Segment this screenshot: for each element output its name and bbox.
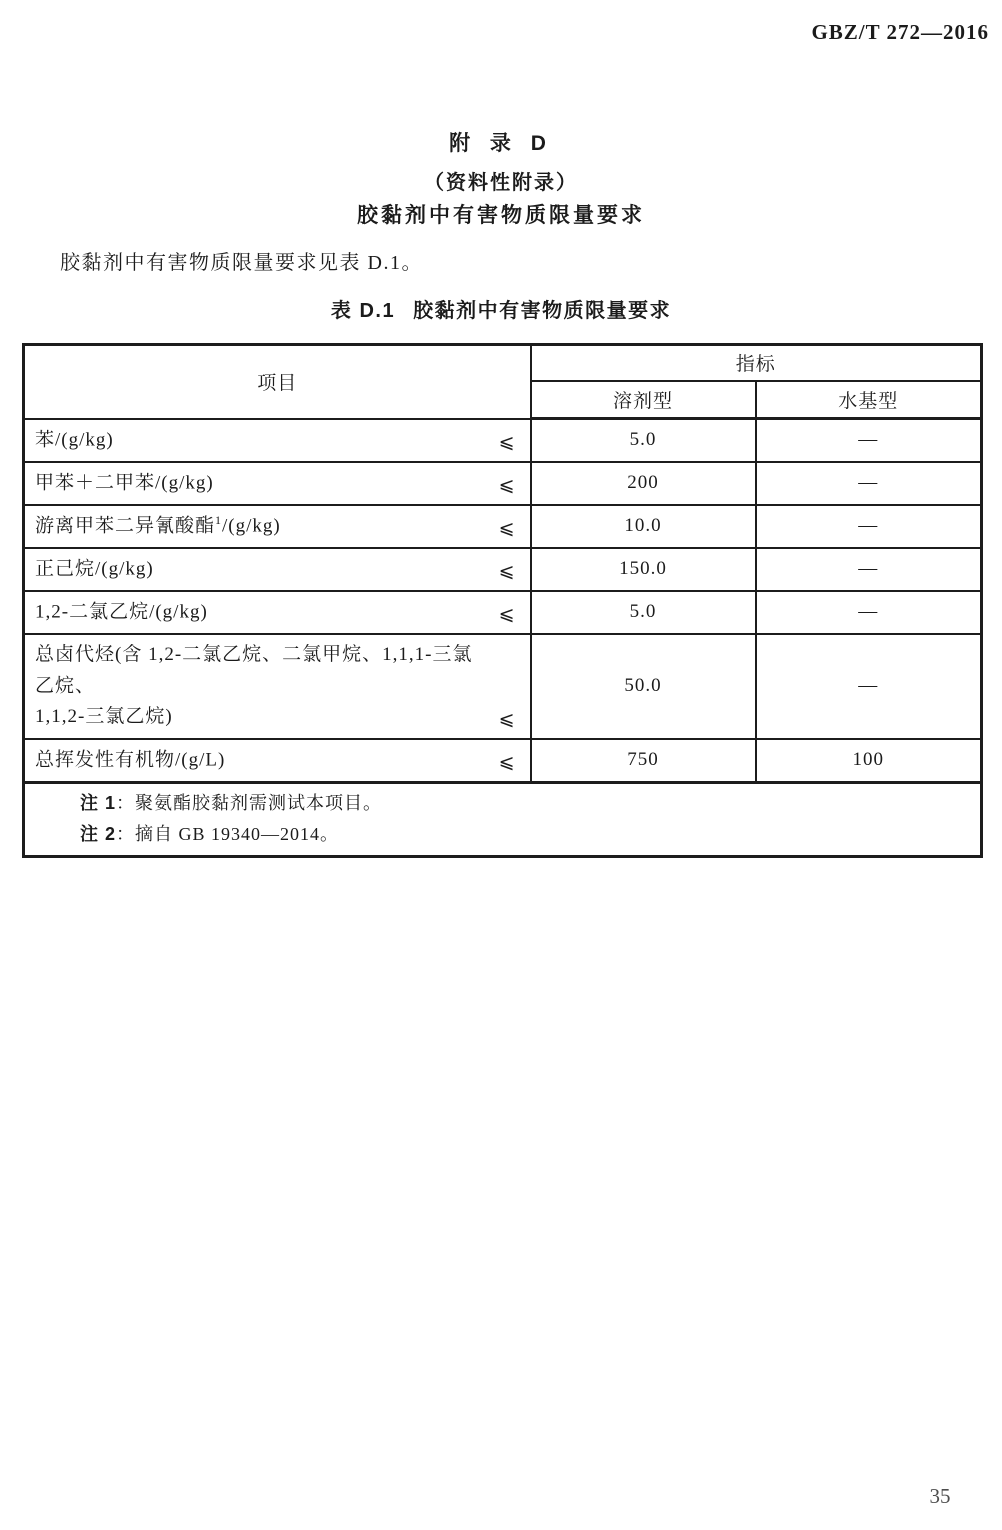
table-row: [24, 419, 982, 462]
table-row: [24, 548, 982, 591]
limits-table: [22, 343, 983, 858]
note-2-label: 注 2: [80, 823, 117, 844]
notes-row: [24, 782, 982, 856]
water-value: —: [756, 505, 982, 548]
item-label: 苯/(g/kg): [35, 428, 114, 450]
item-label: 游离甲苯二异氰酸酯: [35, 515, 216, 537]
item-cell: [24, 548, 531, 591]
leq-operator: ⩽: [498, 475, 516, 496]
water-value: —: [756, 462, 982, 505]
item-label: 总挥发性有机物/(g/L): [35, 748, 226, 770]
item-label: 正己烷/(g/kg): [35, 558, 154, 580]
column-header-indicator: 指标: [531, 345, 982, 381]
item-cell: [24, 462, 531, 505]
note-2: [80, 825, 960, 843]
water-value: —: [756, 634, 982, 739]
water-value: —: [756, 548, 982, 591]
solvent-value: 200: [531, 462, 756, 505]
table-row: [24, 634, 982, 739]
appendix-heading: 胶黏剂中有害物质限量要求: [357, 204, 645, 227]
water-value: 100: [756, 739, 982, 783]
column-header-water: 水基型: [756, 381, 982, 419]
solvent-value: 10.0: [531, 505, 756, 548]
column-header-item: 项目: [24, 345, 531, 419]
table-row: [24, 462, 982, 505]
leq-operator: ⩽: [498, 518, 516, 540]
table-notes: [24, 782, 982, 856]
item-label: 总卤代烃(含 1,2-二氯乙烷、二氯甲烷、1,1,1-三氯乙烷、: [35, 643, 473, 697]
item-label: 甲苯＋二甲苯/(g/kg): [35, 471, 214, 493]
leq-operator: ⩽: [498, 561, 516, 583]
table-row: [24, 505, 982, 548]
table-caption: [0, 294, 1002, 323]
item-label: 1,2-二氯乙烷/(g/kg): [35, 601, 208, 623]
note-1-label: 注 1: [80, 792, 117, 813]
standard-number: GBZ/T 272—2016: [811, 20, 989, 44]
item-cell: 游离甲苯二异氰酸酯$^1$/(g/kg) ⩽: [24, 505, 531, 548]
water-value: —: [756, 419, 982, 462]
appendix-title: 附 录 D: [449, 132, 553, 155]
table-row: [24, 739, 982, 783]
column-header-solvent: 溶剂型: [531, 381, 756, 419]
intro-paragraph: 胶黏剂中有害物质限量要求见表 D.1。: [60, 252, 423, 274]
item-cell: [24, 591, 531, 634]
leq-operator: ⩽: [498, 752, 516, 773]
solvent-value: 150.0: [531, 548, 756, 591]
item-cell: [24, 419, 531, 462]
leq-operator: ⩽: [498, 708, 516, 730]
note-reference: 1: [215, 512, 223, 527]
leq-operator: ⩽: [498, 431, 516, 453]
appendix-subtitle: （资料性附录）: [424, 172, 578, 194]
solvent-value: 5.0: [531, 591, 756, 634]
note-1-text: ：聚氨酯胶黏剂需测试本项目。: [116, 792, 383, 813]
solvent-value: 5.0: [531, 419, 756, 462]
item-cell: 总卤代烃(含 1,2-二氯乙烷、二氯甲烷、1,1,1-三氯乙烷、 1,1,2-三氯乙烷) ⩽: [24, 634, 531, 739]
leq-operator: ⩽: [498, 604, 516, 626]
note-1: [80, 794, 960, 812]
page-number: 35: [929, 1484, 951, 1508]
table-row: [24, 591, 982, 634]
water-value: —: [756, 591, 982, 634]
item-cell: [24, 739, 531, 783]
table-caption-label: 表 D.1: [330, 300, 396, 322]
solvent-value: 750: [531, 739, 756, 783]
solvent-value: 50.0: [531, 634, 756, 739]
note-2-text: ：摘自 GB 19340—2014。: [116, 823, 340, 844]
header-row-1: [24, 345, 982, 381]
table-caption-title: 胶黏剂中有害物质限量要求: [413, 300, 672, 322]
